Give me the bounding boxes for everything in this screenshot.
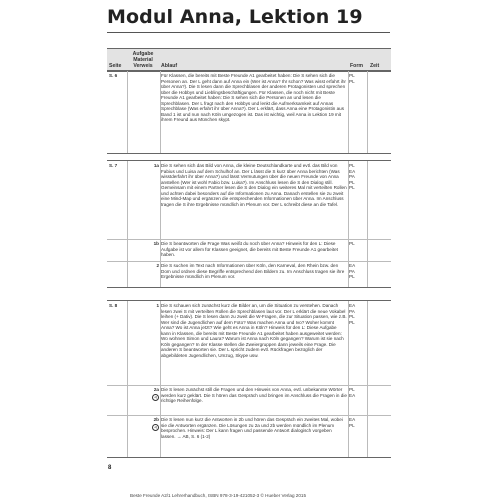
row-form: EA PA PL	[349, 263, 356, 279]
row-aufgabe	[147, 417, 159, 431]
row-text: Die S lesen nun kurz die Antworten in 2b und hören das Gespräch ein zweites Mal, wobei sie die Antworten ergänzen. Die Lösungen zu 2a und 2b werden mündlich im Plenum besprochen. Hinweis: Der L kann fragen und passende Antwort dialogisch vorgeben lassen. → AB, S. 6 (1-2)	[161, 417, 343, 439]
column-divider	[348, 301, 349, 457]
row-aufgabe: 2	[156, 263, 159, 268]
page-title: Modul Anna, Lektion 19	[107, 6, 363, 28]
row-aufgabe: 1b	[153, 241, 159, 246]
row-aufgabe	[147, 387, 159, 401]
row-text: Die S lesen zunächst still die Fragen und den Hinweis von Anna, evtl. unbekannte Wörter werden kurz geklärt. Die S hören das Gespräch und bringen im Anschluss die Fragen in die richtige Reihenfolge.	[161, 387, 347, 403]
column-divider	[367, 71, 368, 153]
column-divider	[127, 71, 128, 153]
column-divider	[348, 161, 349, 287]
column-divider	[367, 161, 368, 287]
row-form: EA PL	[349, 417, 356, 428]
audio-icon: ◁	[152, 424, 159, 431]
lesson-block-s8	[107, 300, 391, 458]
column-divider	[160, 301, 161, 457]
row-text: Die S suchen im Text nach Informationen über Köln, den Karneval, den Rhein bzw. den Dom und ordnen diese Begriffe entsprechend den Bildern zu. Im Anschluss tragen sie ihre Ergebnisse mündlich im Plenum vor.	[161, 263, 345, 279]
table-header	[107, 48, 391, 72]
page-number: 8	[108, 465, 112, 471]
column-divider	[348, 71, 349, 153]
header-seite: Seite	[109, 63, 122, 69]
column-divider	[160, 71, 161, 153]
column-divider	[127, 161, 128, 287]
column-divider	[127, 301, 128, 457]
row-form: PL EA	[349, 387, 356, 398]
row-form: PL	[349, 241, 355, 246]
row-seite: S. 7	[109, 163, 118, 168]
row-seite: S. 6	[109, 73, 118, 78]
header-form: Form	[350, 63, 363, 69]
header-ablauf: Ablauf	[161, 63, 178, 69]
row-aufgabe-label: 2b	[153, 417, 159, 422]
row-aufgabe: 1	[156, 303, 159, 308]
title-divider	[107, 32, 390, 33]
row-form: PL EA PA PL PL	[349, 163, 356, 190]
row-seite: S. 8	[109, 303, 118, 308]
column-divider	[367, 301, 368, 457]
lesson-block-s7	[107, 160, 391, 288]
footer-credit: Beste Freunde A2/1 Lehrerhandbuch, ISBN 978-3-19-421052-3 © Hueber Verlag 2015	[130, 493, 307, 498]
row-aufgabe-label: 2a	[153, 387, 159, 392]
row-form: EA PA PL PL	[349, 303, 356, 325]
row-text: Die S sehen sich das Bild von Anna, die kleine Deutschlandkarte und evtl. das Bild von Fabius und Luisa auf dem Schulhof an. Der L lässt die S kurz über Anna berichten (Was wisstderfahrt ihr über Anna?) und lässt Vermutungen über die neuen Freunde von Anna anstellen (Wer ist wohl Fabio bzw. Luisa?). Im Anschluss lesen die S den Dialog still. Gemeinsam mit einem Partner lesen die S den Dialog ein weiteres Mal mit verteilten Rollen und achten dabei besonders auf die Informationen zu Anna. Danach erstellen sie zu zweit eine Mind-Map und ergänzen die entsprechenden Informationen über Anna. Im Anschluss tragen die S ihre Ergebnisse mündlich im Plenum vor. Der L schreibt diese an die Tafel.	[161, 163, 347, 207]
header-zeit: Zeit	[370, 63, 380, 69]
audio-icon: ◁	[152, 394, 159, 401]
row-text: Für Klassen, die bereits mit Beste Freunde A1 gearbeitet haben: Die S sehen sich die Personen an. Der L geht dann auf Anna ein (Wer ist Anna? Ihr schon? Was wisst erfahrt ihr über Anna?). Die S lesen dann die Sprechblasen der anderen Protagonisten und sprechen über die Hobbys und Lieblingsbeschäftigungen. Für Klassen, die noch nicht mit Beste Freunde A1 gearbeitet haben: Die S sehen sich die Personen an und lesen die Sprechblasen. Der L fragt nach den Hobbys und lenkt die Aufmerksamkeit auf Annas Sprechblase (Was erfahrt ihr über Anna?). Der L erklärt, dass Anna eine Protagonistin aus Band 1 ist und nun nach Köln umgezogen ist. Das ist wichtig, weil Anna in Lektion 19 mit ihrem Freund aus München skypt.	[161, 73, 346, 122]
row-text: Die S beantworten die Frage Was weißt du noch über Anna? Hinweis für den L: Diese Aufgabe ist vor allem für Klassen geeignet, die bereits mit Beste Freunde A1 gearbeitet haben.	[161, 241, 338, 257]
row-aufgabe: 1a	[153, 163, 159, 168]
header-aufgabe: Aufgabe Material Verweis	[132, 51, 154, 70]
row-text: Die S schauen sich zunächst kurz die Bilder an, um die Situation zu verstehen. Danach lesen zwei S mit verteilten Rollen die Sprechblasen laut vor. Der L erklärt die neue Vokabel leihen (+ Dativ). Die S lesen dann zu zweit die W-Fragen, die zur Situation passen, wie z.B. Wer sind die Jugendlichen auf dem Foto? Was machen Anna und Ivo? Woher kommt Anna? Wo ist Anna jetzt? Wie geht es Anna in Köln? Hinweis für den L: Diese Aufgabe kann in Klassen, die bereits mit Beste Freunde A1 gearbeitet haben ausgeweitet werden: Wo wohnen Simon und Laura? Warum ist Anna nach Köln gegangen? Warum ist sie nach Köln gegangen? In der Klasse stellen die Zweiergruppen dann jeweils eine Frage. Die anderen S beantworten sie. Der L spricht zudem evtl. Rückfragen bezüglich der abgebildeten Jugendlichen, Umzug, Skype usw.	[161, 303, 347, 358]
lesson-block-s6	[107, 70, 391, 154]
column-divider	[160, 161, 161, 287]
row-form: PL PL	[349, 73, 355, 84]
